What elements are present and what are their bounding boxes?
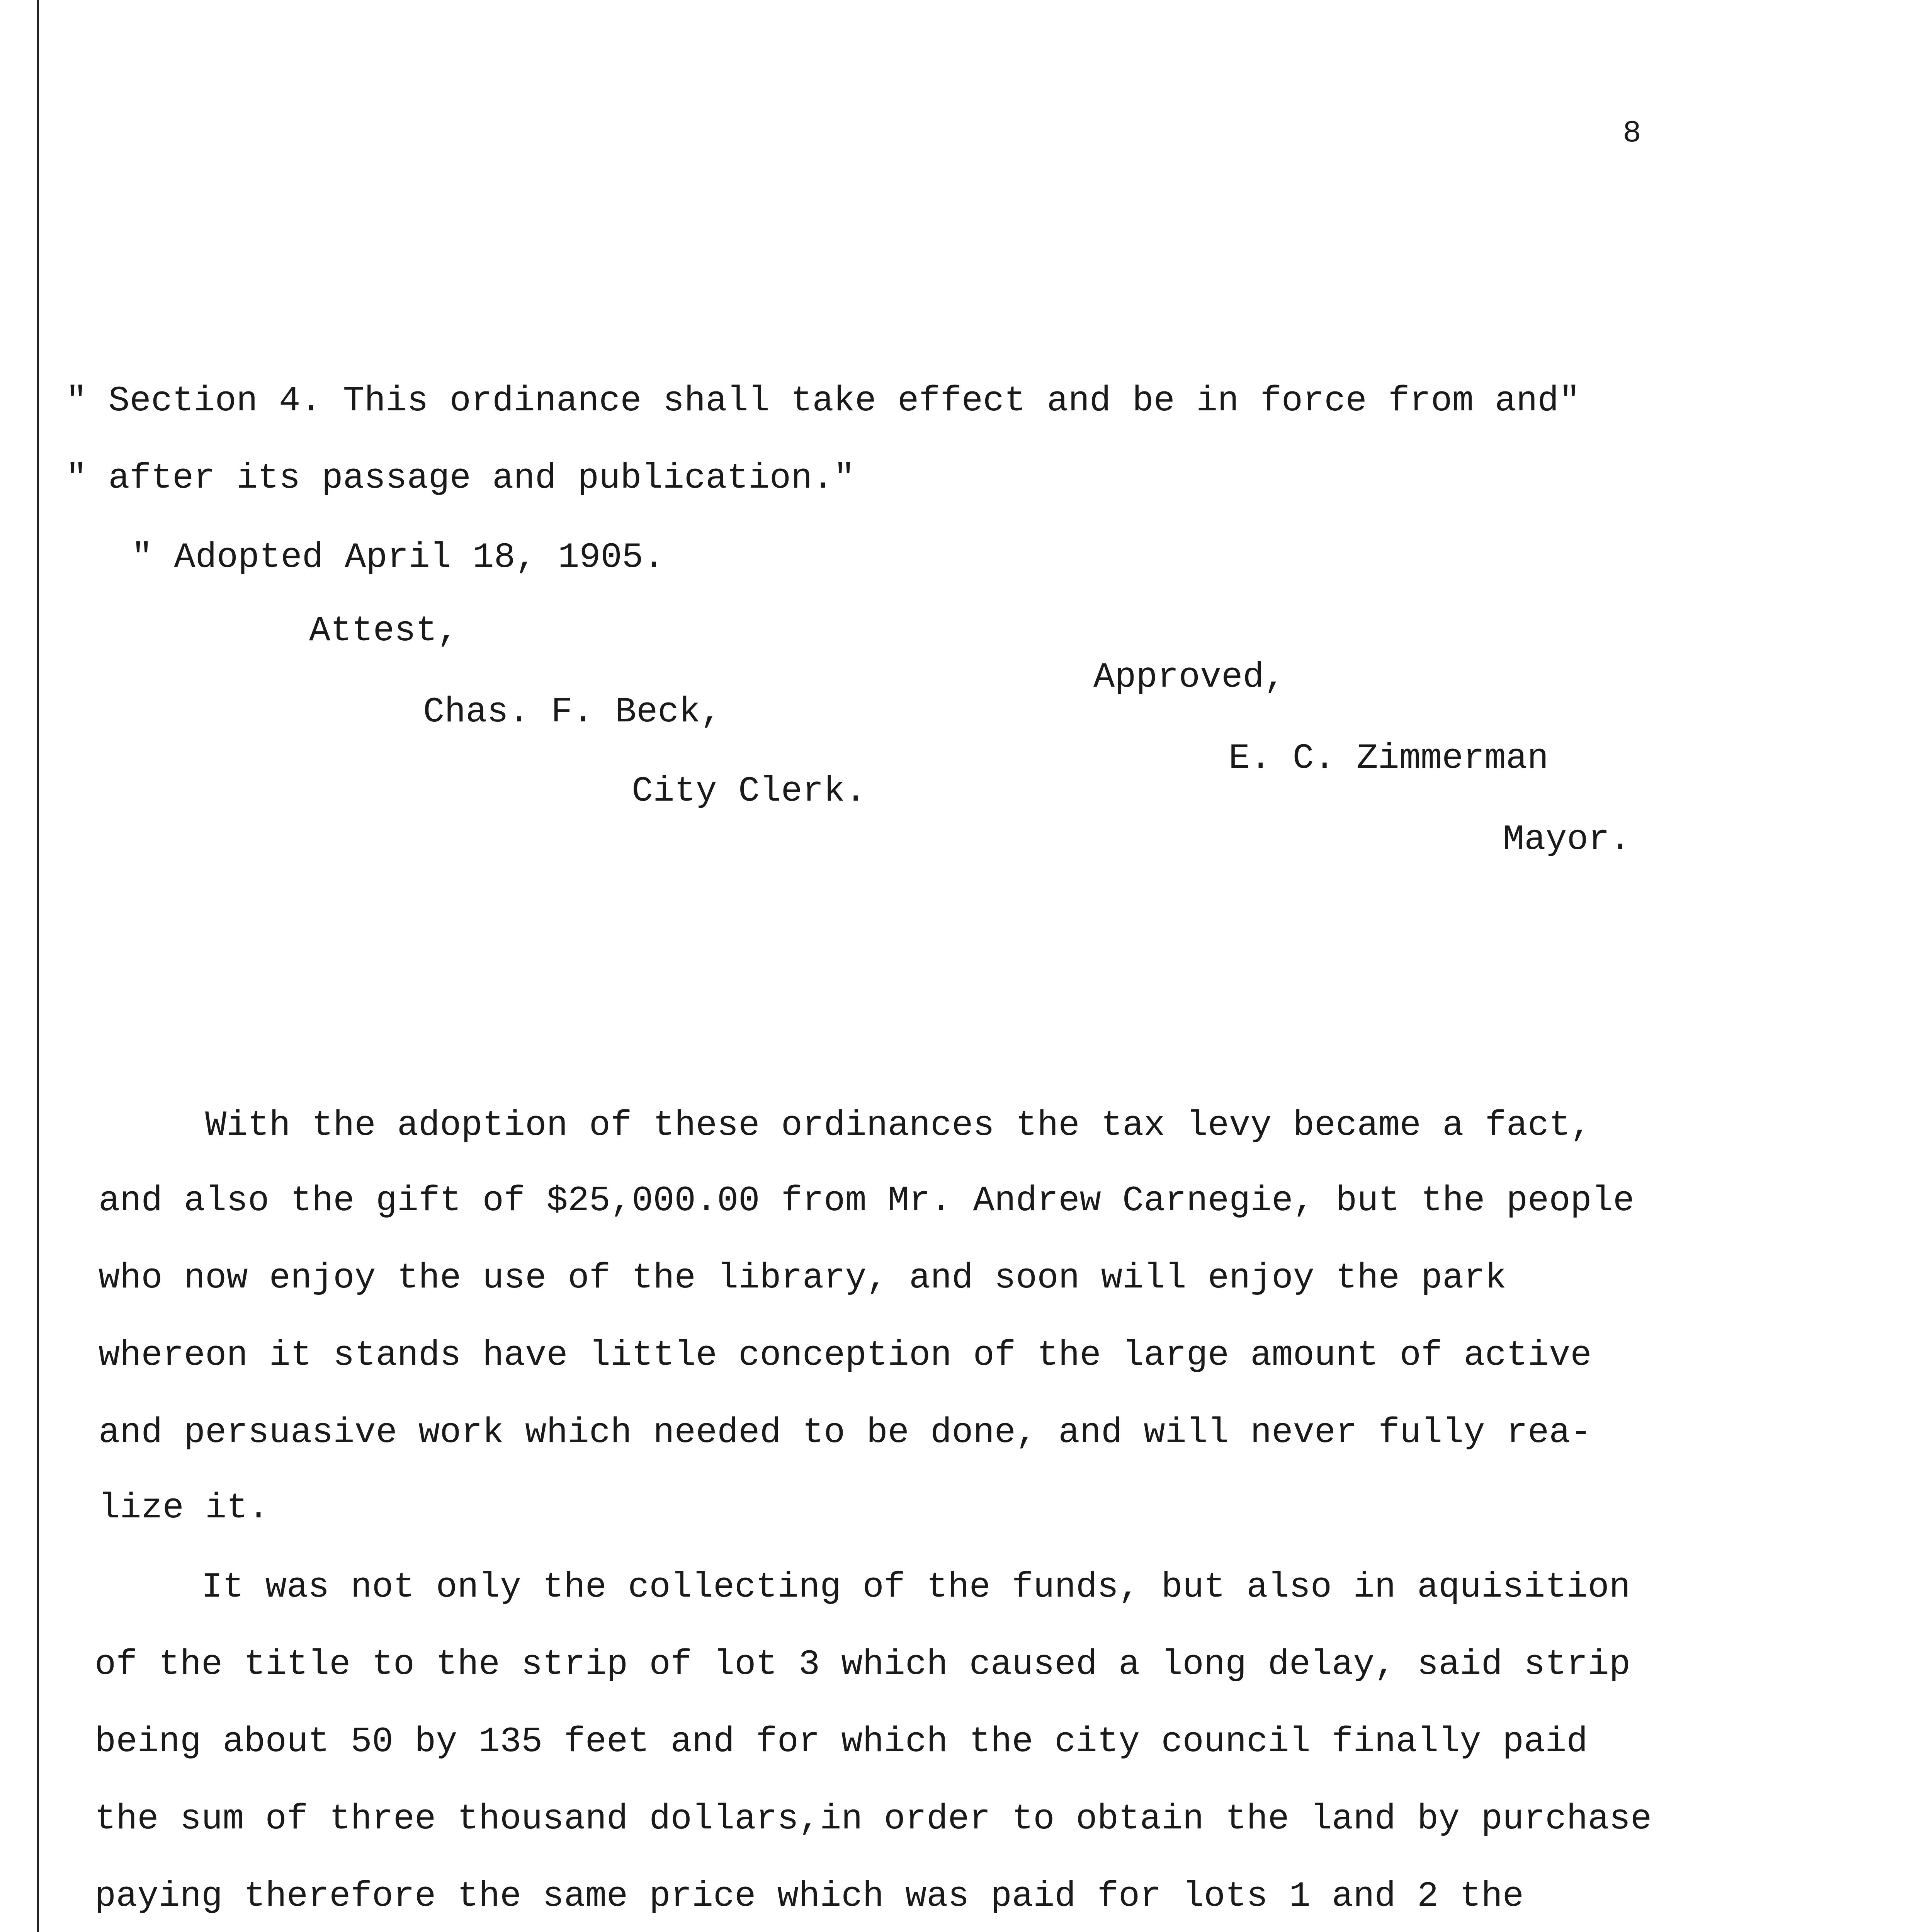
approved-name: E. C. Zimmerman xyxy=(1229,738,1549,779)
page-number: 8 xyxy=(1623,116,1642,151)
ordinance-adopted-date: " Adopted April 18, 1905. xyxy=(131,537,665,578)
ordinance-section-line-2: " after its passage and publication." xyxy=(66,458,855,498)
page-left-border xyxy=(37,0,39,1932)
ordinance-section-line-1: " Section 4. This ordinance shall take effect and be in force from and" xyxy=(66,381,1580,421)
attest-title: City Clerk. xyxy=(632,771,867,811)
paragraph-1-line-3: who now enjoy the use of the library, and soon will enjoy the park xyxy=(99,1258,1506,1298)
paragraph-2-line-5: paying therefore the same price which was paid for lots 1 and 2 the xyxy=(95,1876,1524,1917)
attest-name: Chas. F. Beck, xyxy=(423,692,722,732)
paragraph-2-line-4: the sum of three thousand dollars,in order to obtain the land by purchase xyxy=(95,1799,1652,1839)
attest-label: Attest, xyxy=(309,611,459,651)
paragraph-2-line-2: of the title to the strip of lot 3 which caused a long delay, said strip xyxy=(95,1644,1631,1685)
paragraph-1-line-2: and also the gift of $25,000.00 from Mr. Andrew Carnegie, but the people xyxy=(99,1180,1635,1221)
paragraph-1-line-4: whereon it stands have little conception of the large amount of active xyxy=(99,1335,1592,1376)
paragraph-1-line-5: and persuasive work which needed to be done, and will never fully rea- xyxy=(99,1412,1592,1453)
approved-label: Approved, xyxy=(1093,657,1285,697)
paragraph-1-line-1: With the adoption of these ordinances the tax levy became a fact, xyxy=(99,1105,1592,1146)
paragraph-1-line-6: lize it. xyxy=(99,1488,269,1528)
approved-title: Mayor. xyxy=(1503,819,1631,860)
paragraph-2-line-3: being about 50 by 135 feet and for which the city council finally paid xyxy=(95,1721,1588,1762)
paragraph-2-line-1: It was not only the collecting of the funds, but also in aquisition xyxy=(95,1567,1631,1607)
